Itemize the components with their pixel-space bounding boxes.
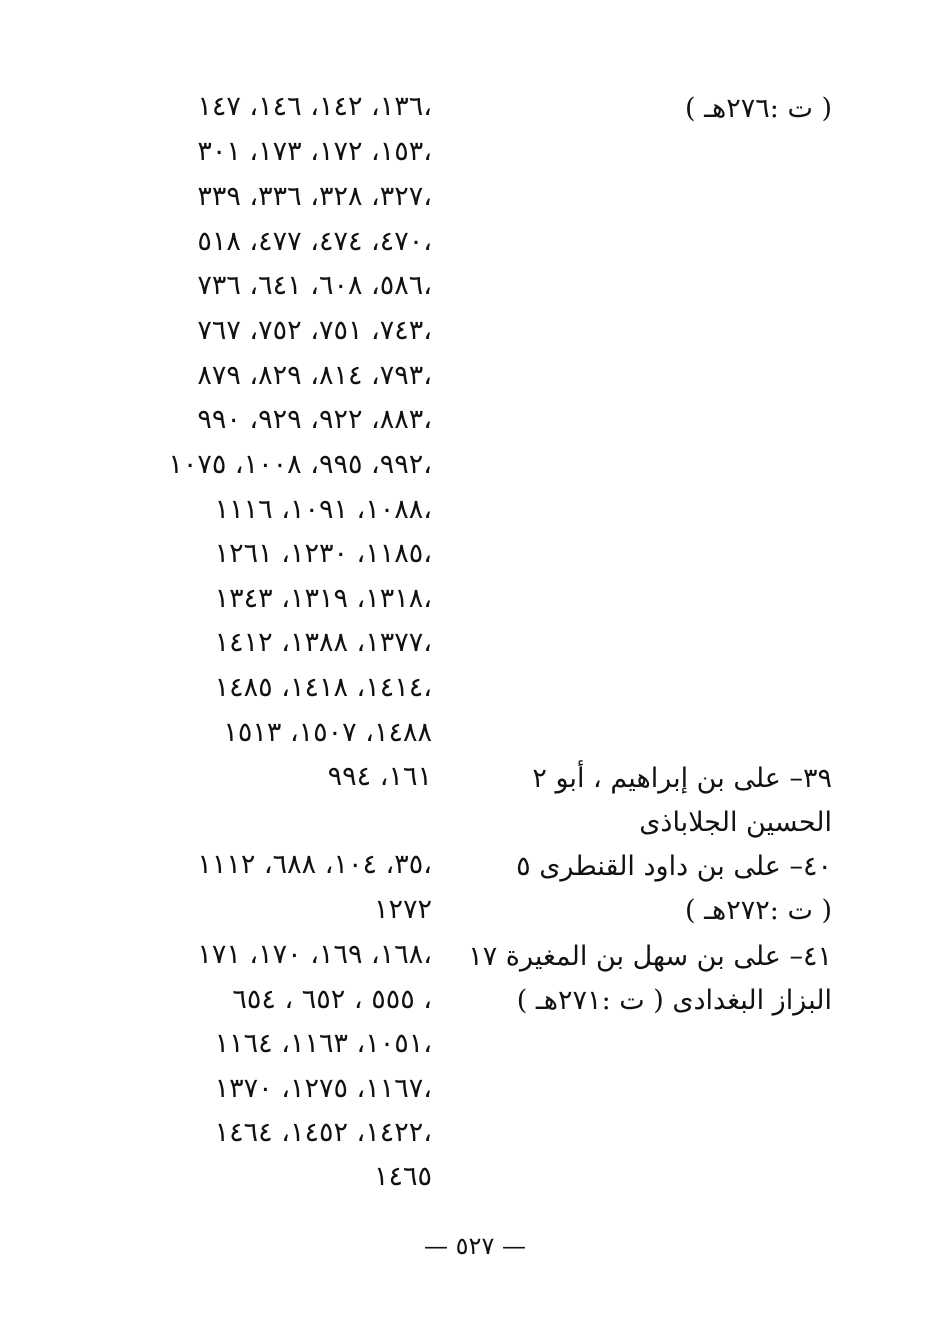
ref-line: ١٤٦٥: [373, 1161, 432, 1192]
ref-line: ١٤٢٢، ١٤٥٢، ١٤٦٤،: [214, 1117, 432, 1148]
ref-line: ٩٩٢، ٩٩٥، ١٠٠٨، ١٠٧٥،: [168, 449, 432, 480]
ref-line: ١٣١٨، ١٣١٩، ١٣٤٣،: [214, 583, 432, 614]
ref-line: ٣٥، ١٠٤، ٦٨٨، ١١١٢،: [197, 849, 432, 880]
ref-line: ٥٥٥ ، ٦٥٢ ، ٦٥٤ ،: [232, 984, 432, 1015]
ref-line: ٧٤٣، ٧٥١، ٧٥٢، ٧٦٧،: [197, 315, 432, 346]
ref-line: ١٣٧٧، ١٣٨٨، ١٤١٢،: [214, 627, 432, 658]
ref-line: ٧٩٣، ٨١٤، ٨٢٩، ٨٧٩،: [197, 360, 432, 391]
ref-line: ١٤١٤، ١٤١٨، ١٤٨٥،: [214, 672, 432, 703]
entry-41-heading: ٤١– على بن سهل بن المغيرة ١٧: [468, 941, 832, 972]
ref-line: ٨٨٣، ٩٢٢، ٩٢٩، ٩٩٠،: [197, 404, 432, 435]
ref-line: ٤٧٠، ٤٧٤، ٤٧٧، ٥١٨،: [197, 226, 432, 257]
ref-line: ١٥٣، ١٧٢، ١٧٣، ٣٠١،: [197, 136, 432, 167]
ref-line: ١٣٦، ١٤٢، ١٤٦، ١٤٧،: [197, 91, 432, 122]
page-number: — ٥٢٧ —: [424, 1232, 526, 1260]
entry-39-continuation: الحسين الجلاباذى: [639, 807, 832, 838]
ref-line: ٥٨٦، ٦٠٨، ٦٤١، ٧٣٦،: [197, 270, 432, 301]
ref-line: ١١٦٧، ١٢٧٥، ١٣٧٠،: [214, 1073, 432, 1104]
ref-line: ١٤٨٨، ١٥٠٧، ١٥١٣: [223, 717, 432, 748]
ref-line: ١٢٧٢: [373, 894, 432, 925]
entry-40-heading: ٤٠– على بن داود القنطرى ٥: [516, 851, 832, 882]
entry-40-death-date: ( ت :٢٧٢هـ ): [685, 895, 832, 926]
ref-line: ١١٨٥، ١٢٣٠، ١٢٦١،: [214, 538, 432, 569]
entry-39-heading: ٣٩– على بن إبراهيم ، أبو ٢: [532, 763, 832, 794]
ref-line: ١٦١، ٩٩٤: [327, 761, 432, 792]
ref-line: ٣٢٧، ٣٢٨، ٣٣٦، ٣٣٩،: [197, 181, 432, 212]
ref-line: ١٠٥١، ١١٦٣، ١١٦٤،: [214, 1028, 432, 1059]
ref-line: ١٠٨٨، ١٠٩١، ١١١٦،: [214, 494, 432, 525]
entry-38-death-date: ( ت :٢٧٦هـ ): [685, 93, 832, 124]
ref-line: ١٦٨، ١٦٩، ١٧٠، ١٧١،: [197, 939, 432, 970]
entry-41-continuation: البزاز البغدادى ( ت :٢٧١هـ ): [516, 985, 832, 1016]
